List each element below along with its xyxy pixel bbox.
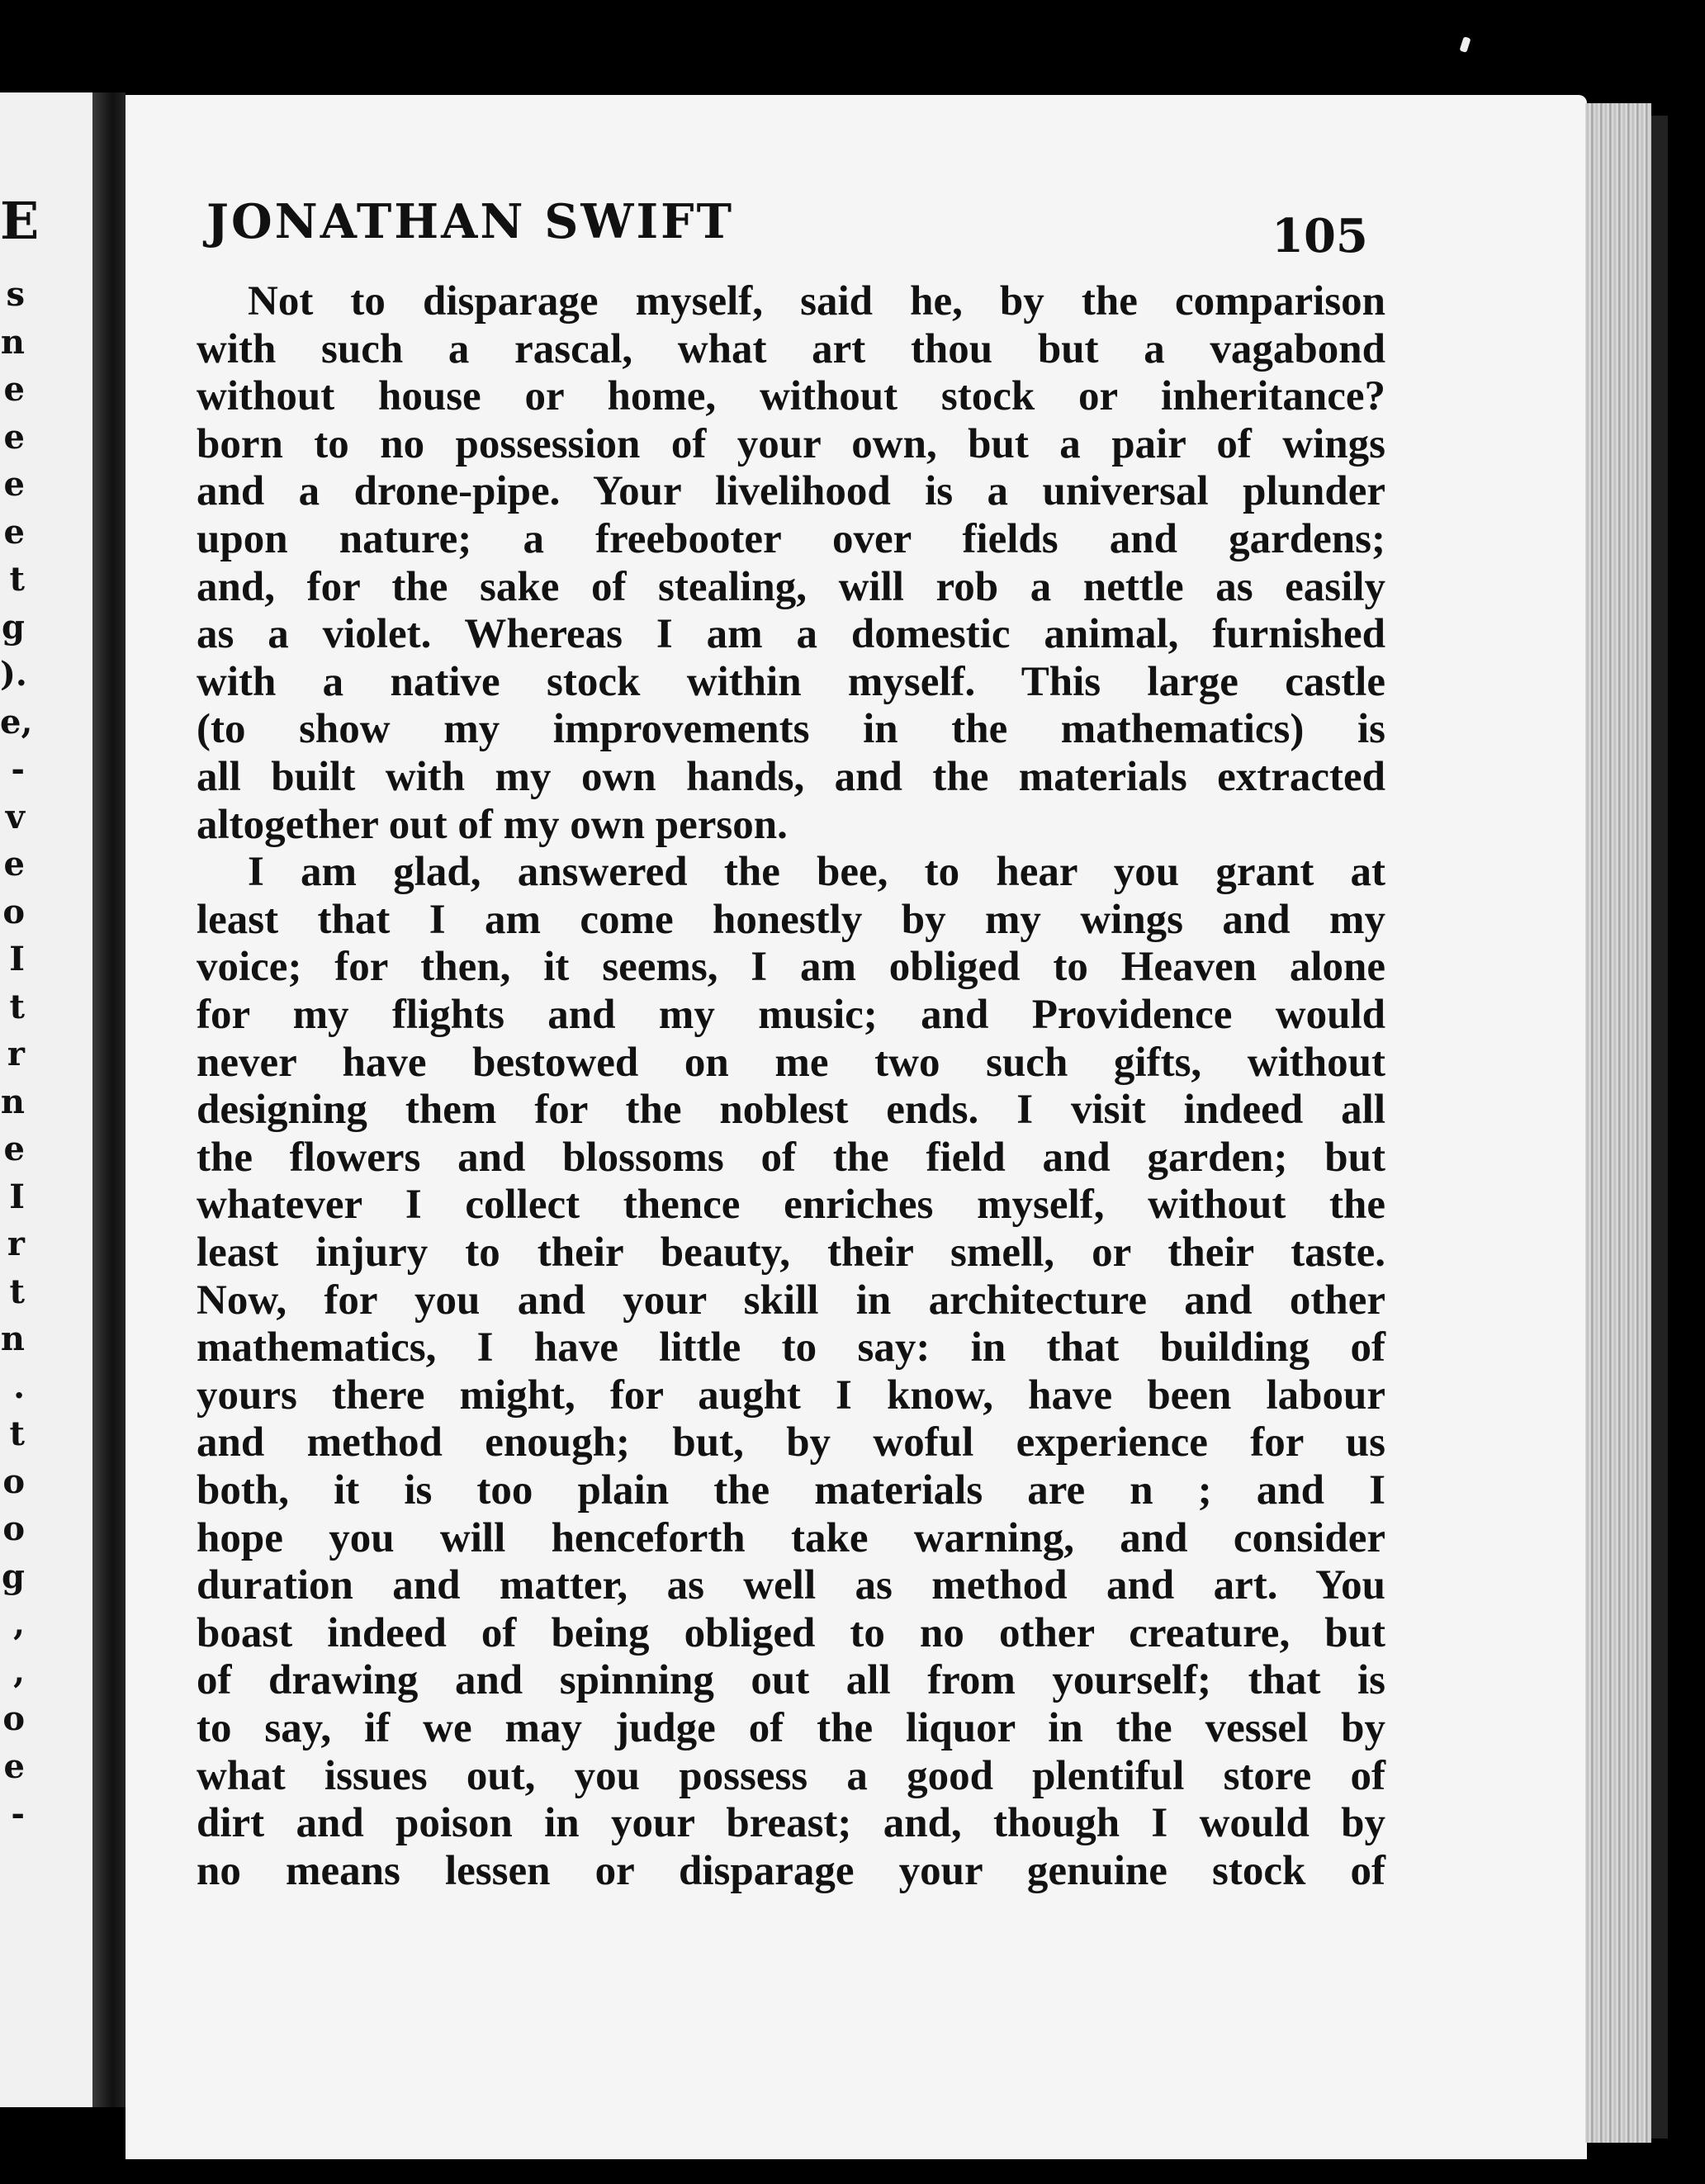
text-line: duration and matter, as well as method and art. You (197, 1562, 1385, 1609)
text-line: with such a rascal, what art thou but a vagabond (197, 325, 1385, 372)
text-line: designing them for the noblest ends. I visit indeed all (197, 1087, 1385, 1134)
text-line: (to show my improvements in the mathematics) is (197, 706, 1385, 753)
dust-speck (1459, 36, 1471, 53)
text-line: what issues out, you possess a good plentiful store of (197, 1752, 1385, 1799)
facing-page-line-fragment: t (9, 987, 25, 1026)
text-line: least that I am come honestly by my wings and my (197, 896, 1385, 943)
facing-page-line-fragment: I (9, 1177, 25, 1216)
facing-page-line-fragment: - (11, 1794, 25, 1833)
text-line: and method enough; but, by woful experience for us (197, 1419, 1385, 1466)
facing-page-line-fragment: e (3, 417, 25, 457)
text-line: all built with my own hands, and the materials extracted (197, 754, 1385, 800)
facing-page-line-fragment: e (3, 845, 25, 884)
facing-page-line-fragment: e (3, 512, 25, 552)
text-line: upon nature; a freebooter over fields and gardens; (197, 516, 1385, 562)
facing-page-line-fragment: t (9, 1272, 25, 1311)
facing-page-line-fragment: s (6, 275, 25, 314)
facing-page-running-title-fragment: E (0, 191, 40, 251)
text-line: boast indeed of being obliged to no other creature, but (197, 1609, 1385, 1656)
facing-page-line-fragment: e (3, 370, 25, 409)
facing-page-line-fragment: , (13, 1604, 25, 1643)
text-line: of drawing and spinning out all from yourself; that is (197, 1657, 1385, 1704)
facing-page-line-fragment: I (9, 940, 25, 978)
text-line: hope you will henceforth take warning, and consider (197, 1514, 1385, 1561)
facing-page-line-fragment: e (3, 465, 25, 504)
page-number: 105 (1272, 209, 1368, 263)
text-line: without house or home, without stock or inheritance? (197, 373, 1385, 420)
text-line: both, it is too plain the materials are n ; and I (197, 1467, 1385, 1514)
facing-page-line-fragment: ). (0, 655, 27, 694)
text-line: Now, for you and your skill in architecture and other (197, 1277, 1385, 1324)
facing-page-line-fragment: t (9, 1414, 25, 1453)
facing-page-line-fragment: v (5, 797, 25, 836)
text-line: dirt and poison in your breast; and, though I would by (197, 1800, 1385, 1847)
facing-page-line-fragment: r (7, 1225, 25, 1263)
facing-page-line-fragment: e (3, 1130, 25, 1168)
text-line: the flowers and blossoms of the field and garden; but (197, 1134, 1385, 1181)
text-line: and a drone-pipe. Your livelihood is a universal plunder (197, 468, 1385, 515)
facing-page-line-fragment: n (0, 322, 25, 362)
facing-page-line-fragment: n (0, 1082, 25, 1121)
facing-page-line-fragment: o (2, 1509, 25, 1548)
facing-page-line-fragment: g (2, 607, 25, 647)
text-line: to say, if we may judge of the liquor in the vessel by (197, 1705, 1385, 1751)
page-edges (1585, 103, 1651, 2143)
text-line: voice; for then, it seems, I am obliged to Heaven alone (197, 944, 1385, 991)
text-line: least injury to their beauty, their smell, or their taste. (197, 1229, 1385, 1276)
book-cover-edge (1651, 116, 1668, 2139)
book-gutter (92, 92, 126, 2107)
text-line: yours there might, for aught I know, have been labour (197, 1372, 1385, 1419)
text-line: no means lessen or disparage your genuine stock of (197, 1847, 1385, 1894)
text-line: born to no possession of your own, but a pair of wings (197, 420, 1385, 467)
text-line: and, for the sake of stealing, will rob a nettle as easily (197, 563, 1385, 610)
facing-page-line-fragment: e, (0, 702, 33, 741)
text-line: for my flights and my music; and Providence would (197, 992, 1385, 1038)
text-line: Not to disparage myself, said he, by the comparison (248, 278, 1385, 325)
facing-page-line-fragment: g (2, 1556, 25, 1596)
facing-page-line-fragment: o (2, 892, 25, 931)
facing-page-line-fragment: o (2, 1699, 25, 1738)
text-line: whatever I collect thence enriches myself, without the (197, 1182, 1385, 1229)
text-line: mathematics, I have little to say: in that building of (197, 1324, 1385, 1372)
facing-page-line-fragment: , (13, 1651, 25, 1691)
running-title: JONATHAN SWIFT (206, 194, 734, 249)
facing-page-line-fragment: r (7, 1035, 25, 1073)
facing-page-line-fragment: o (2, 1462, 25, 1501)
facing-page-line-fragment: . (13, 1367, 25, 1406)
text-line: with a native stock within myself. This large castle (197, 658, 1385, 705)
facing-page-line-fragment: e (3, 1746, 25, 1786)
text-line: never have bestowed on me two such gifts, without (197, 1039, 1385, 1086)
text-line: altogether out of my own person. (197, 801, 788, 848)
facing-page-left (0, 92, 101, 2107)
facing-page-line-fragment: n (0, 1319, 25, 1358)
text-line: I am glad, answered the bee, to hear you grant at (248, 849, 1385, 896)
text-line: as a violet. Whereas I am a domestic animal, furnished (197, 611, 1385, 658)
facing-page-line-fragment: t (9, 560, 25, 599)
facing-page-line-fragment: - (11, 750, 25, 789)
